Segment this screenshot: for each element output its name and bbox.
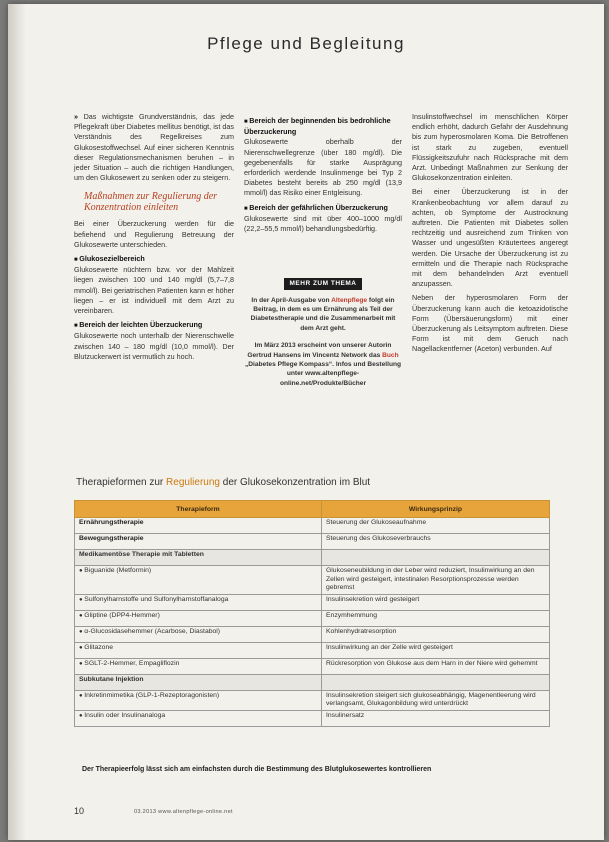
text: „Diabetes Pflege Kompass“. Infos und Bestellung unter www.altenpflege-online.net/Produkte/Bücher [244,361,402,387]
paragraph: Neben der hyperosmolaren Form der Überzuckerung kann auch die ketoazidotische Form (Übersäuerungsform) mit einer Überzuckerung als Leitsymptom auftreten. Diese Form ist mit dem Geruch nach Nagellackentferner (Aceton) verbunden. Auf [412,293,568,354]
therapy-cell: Bewegungstherapie [75,534,322,550]
effect-cell: Insulinsekretion steigert sich glukoseabhängig, Magenentleerung wird verlangsamt, Glukagonbildung wird unterdrückt [322,690,550,710]
bullet-heading: ■ Bereich der leichten Überzuckerung [74,320,234,331]
highlight: Buch [382,351,399,359]
effect-cell: Insulinsekretion wird gesteigert [322,594,550,610]
intro-paragraph [74,112,234,183]
effect-cell: Enzymhemmung [322,610,550,626]
bullet-heading: ■ Bereich der beginnenden bis bedrohliche Überzuckerung [244,116,402,137]
paragraph: Glukosewerte oberhalb der Nierenschwellegrenze (über 180 mg/dl). Die gegebenenfalls für starke Ausprägung erforderlich werdende Insulinmenge bei Typ 2 Diabetes besteht bereits ab 250 mg/dl (13,9 mmol/l) das Risiko einer Entgleisung. [244,137,402,198]
info-box-tag: MEHR ZUM THEMA [284,278,363,289]
info-box [244,278,402,388]
effect-cell: Kohlenhydratresorption [322,626,550,642]
table-row [75,610,550,626]
therapy-cell: Ernährungstherapie [75,518,322,534]
bullet-heading: ■ Glukosezielbereich [74,254,234,265]
effect-cell: Steuerung der Glukoseaufnahme [322,518,550,534]
table-footnote: Der Therapieerfolg lässt sich am einfachsten durch die Bestimmung des Blutglukosewertes kontrollieren [82,766,432,773]
column-header: Therapieform [75,501,322,518]
page-fold-shadow [8,4,26,840]
lead-mark: » [74,112,78,121]
effect-cell: Glukoseneubildung in der Leber wird reduziert, Insulinwirkung an den Zellen wird gesteigert, intestinalen Resorptionsprozesse werden gebremst [322,566,550,595]
table-row [75,534,550,550]
therapy-cell: ● Sulfonylharnstoffe und Sulfonylharnstoffanaloga [75,594,322,610]
text: Therapieformen zur [76,477,167,488]
highlight: Altenpflege [331,296,368,304]
effect-cell: Rückresorption von Glukose aus dem Harn in der Niere wird gehemmt [322,658,550,674]
bullet-heading: ■ Bereich der gefährlichen Überzuckerung [244,203,402,214]
info-box-text-1 [244,296,402,334]
table-row [75,518,550,534]
table-row [75,642,550,658]
text-column-1 [74,112,234,366]
effect-cell: Insulinwirkung an der Zelle wird gesteigert [322,642,550,658]
footer-meta: 03.2013 www.altenpflege-online.net [134,809,233,815]
paragraph: Glukosewerte noch unterhalb der Nierenschwelle zwischen 140 – 180 mg/dl (10,0 mmol/l). Der Blutzuckerwert ist vermutlich zu hoch. [74,331,234,361]
text: In der April-Ausgabe von [251,296,332,304]
effect-cell: Steuerung des Glukoseverbrauchs [322,534,550,550]
therapy-cell: Subkutane Injektion [75,674,322,690]
table-row [75,658,550,674]
paragraph: Bei einer Überzuckerung ist in der Krankenbeobachtung vor allem darauf zu achten, ob Symptome der Austrocknung auftreten. Die Patienten mit Diabetes sollen rechtzeitig und ausreichend zum Trinken von Wasser und ungesüßten Kräutertees angeregt werden. Die Ursache der Überzuckerung ist zu ermitteln und die Therapie nach Rücksprache mit dem behandelnden Arzt eventuell anzupassen. [412,187,568,289]
therapy-cell: ● SGLT-2-Hemmer, Empagliflozin [75,658,322,674]
page-number: 10 [74,806,85,816]
table-row [75,690,550,710]
text: der Glukosekonzentration im Blut [219,477,371,488]
therapy-cell: ● Glitazone [75,642,322,658]
table-row [75,550,550,566]
therapy-cell: Medikamentöse Therapie mit Tabletten [75,550,322,566]
therapy-cell: ● Gliptine (DPP4-Hemmer) [75,610,322,626]
paragraph: Glukosewerte nüchtern bzw. vor der Mahlzeit liegen zwischen 100 und 140 mg/dl (5,7–7,8 mmol/l). Bei geriatrischen Patienten kann er höher liegen – er ist individuell mit dem Arzt zu vereinbaren. [74,265,234,316]
table-row [75,566,550,595]
table-row [75,710,550,726]
therapy-table [74,500,550,727]
table-row [75,594,550,610]
page-title: Pflege und Begleitung [207,34,405,53]
table-header-row [75,501,550,518]
effect-cell [322,550,550,566]
table-row [75,626,550,642]
effect-cell [322,674,550,690]
highlight: Regulierung [166,477,220,488]
subheading: Maßnahmen zur Regulierung der Konzentration einleiten [84,191,218,214]
therapy-cell: ● Insulin oder Insulinanaloga [75,710,322,726]
text-column-2 [244,112,402,396]
therapy-cell: ● α-Glucosidasehemmer (Acarbose, Diastabol) [75,626,322,642]
paragraph: Glukosewerte sind mit über 400–1000 mg/dl (22,2–55,5 mmol/l) behandlungsbedürftig. [244,213,402,234]
table-body [75,518,550,727]
paragraph: Insulinstoffwechsel im menschlichen Körper endlich erhöht, dadurch Gefahr der Ausdehnung bis zum hyperosmolaren Koma. Die Betroffenen ist stark zu zugeben, eventuell Flüssigkeitszufuhr nach Rücksprache mit dem Arzt. Unbedingt Maßnahmen zur Senkung der Glukosekonzentration einleiten. [412,112,568,183]
therapy-cell: ● Inkretinmimetika (GLP-1-Rezeptoragonisten) [75,690,322,710]
text: folgt ein Beitrag, in dem es um Ernährung als Teil der Diabetestherapie und die Zusammenarbeit mit dem Arzt geht. [250,296,396,332]
intro-text: Das wichtigste Grundverständnis, das jede Pflegekraft über Diabetes mellitus benötigt, ist das Verständnis des Regelkreises zum Glukosestoffwechsel. Auf einer sicheren Kenntnis dieser Regulationsmechanismen beruhen – in jeder Situation – auch die richtigen Handlungen, um den Glukosewert zu senken oder zu steigern. [74,112,235,183]
magazine-page [8,4,604,840]
table-title [76,477,370,488]
text: Im März 2013 erscheint von unserer Autorin Gertrud Hansens im Vincentz Network das [247,342,392,359]
table-row [75,674,550,690]
column-header: Wirkungsprinzip [322,501,550,518]
therapy-cell: ● Biguanide (Metformin) [75,566,322,595]
info-box-text-2 [244,341,402,388]
paragraph: Bei einer Überzuckerung werden für die befiehend und Regulierung Betreuung der Glukosewerte unterschieden. [74,219,234,249]
text-column-3 [412,112,568,359]
effect-cell: Insulinersatz [322,710,550,726]
